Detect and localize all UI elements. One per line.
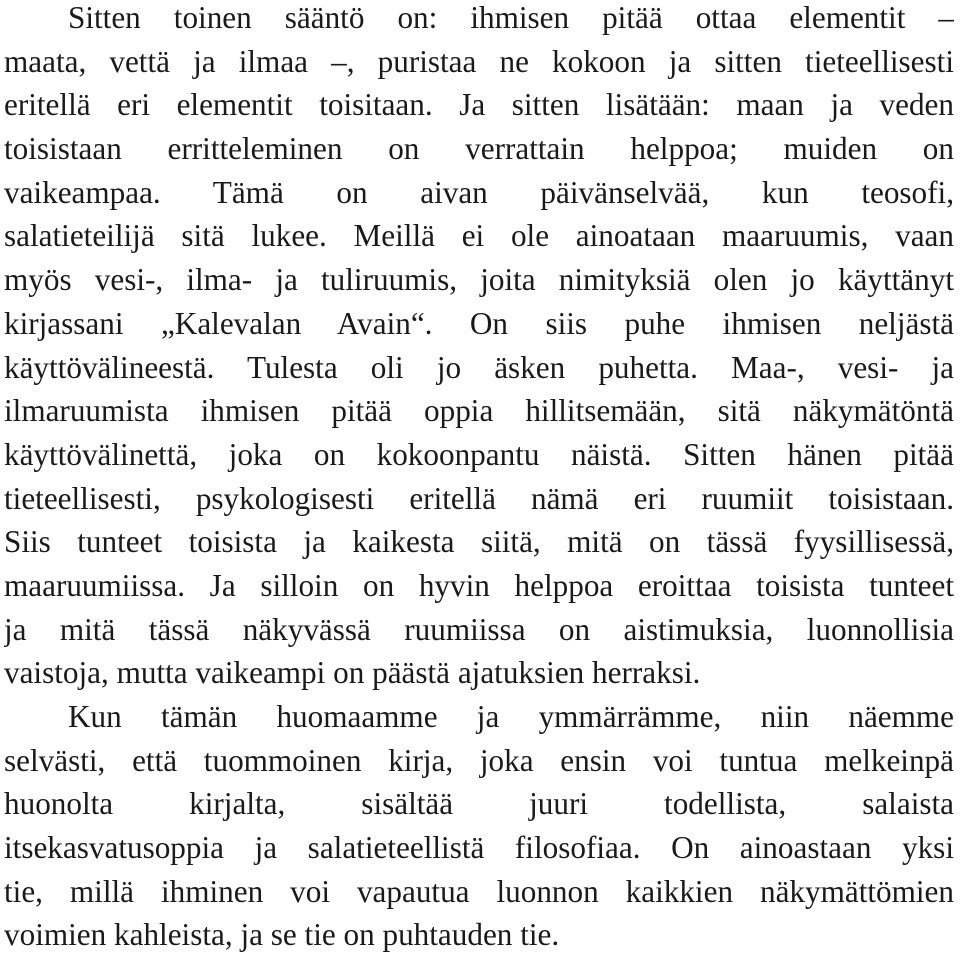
text-line: käyttövälineestä. Tulesta oli jo äsken puhetta. Maa-, vesi- ja <box>4 349 954 385</box>
text-line: selvästi, että tuommoinen kirja, joka ensin voi tuntua melkeinpä <box>4 742 954 778</box>
text-line: vaistoja, mutta vaikeampi on päästä ajatuksien herraksi. <box>4 655 701 691</box>
text-line: kirjassani „Kalevalan Avain“. On siis puhe ihmisen neljästä <box>4 305 954 341</box>
text-line: eritellä eri elementit toisitaan. Ja sitten lisätään: maan ja veden <box>4 87 954 123</box>
text-line: ja mitä tässä näkyvässä ruumiissa on aistimuksia, luonnollisia <box>4 611 954 647</box>
text-line: itsekasvatusoppia ja salatieteellistä filosofiaa. On ainoastaan yksi <box>4 830 954 866</box>
text-line: tieteellisesti, psykologisesti eritellä nämä eri ruumiit toisistaan. <box>4 480 954 516</box>
text-line: käyttövälinettä, joka on kokoonpantu näistä. Sitten hänen pitää <box>4 436 954 472</box>
document-page <box>4 0 954 954</box>
text-line: Sitten toinen sääntö on: ihmisen pitää ottaa elementit – <box>68 0 954 35</box>
text-line: Siis tunteet toisista ja kaikesta siitä, mitä on tässä fyysillisessä, <box>4 524 954 560</box>
text-line: voimien kahleista, ja se tie on puhtauden tie. <box>4 917 560 953</box>
text-line: Kun tämän huomaamme ja ymmärrämme, niin näemme <box>68 699 954 734</box>
text-line: tie, millä ihminen voi vapautua luonnon kaikkien näkymättömien <box>4 873 954 909</box>
text-line: salatieteilijä sitä lukee. Meillä ei ole ainoataan maaruumis, vaan <box>4 218 954 254</box>
text-line: maaruumiissa. Ja silloin on hyvin helppoa eroittaa toisista tunteet <box>4 567 954 603</box>
text-line: myös vesi-, ilma- ja tuliruumis, joita nimityksiä olen jo käyttänyt <box>4 262 954 298</box>
text-line: vaikeampaa. Tämä on aivan päivänselvää, kun teosofi, <box>4 174 954 210</box>
paragraph-1 <box>4 0 954 695</box>
paragraph-2 <box>4 695 954 957</box>
text-line: ilmaruumista ihmisen pitää oppia hillitsemään, sitä näkymätöntä <box>4 393 954 429</box>
text-line: huonolta kirjalta, sisältää juuri todellista, salaista <box>4 786 954 822</box>
text-line: maata, vettä ja ilmaa –, puristaa ne kokoon ja sitten tieteellisesti <box>4 43 954 79</box>
text-line: toisistaan erritteleminen on verrattain helppoa; muiden on <box>4 131 954 167</box>
